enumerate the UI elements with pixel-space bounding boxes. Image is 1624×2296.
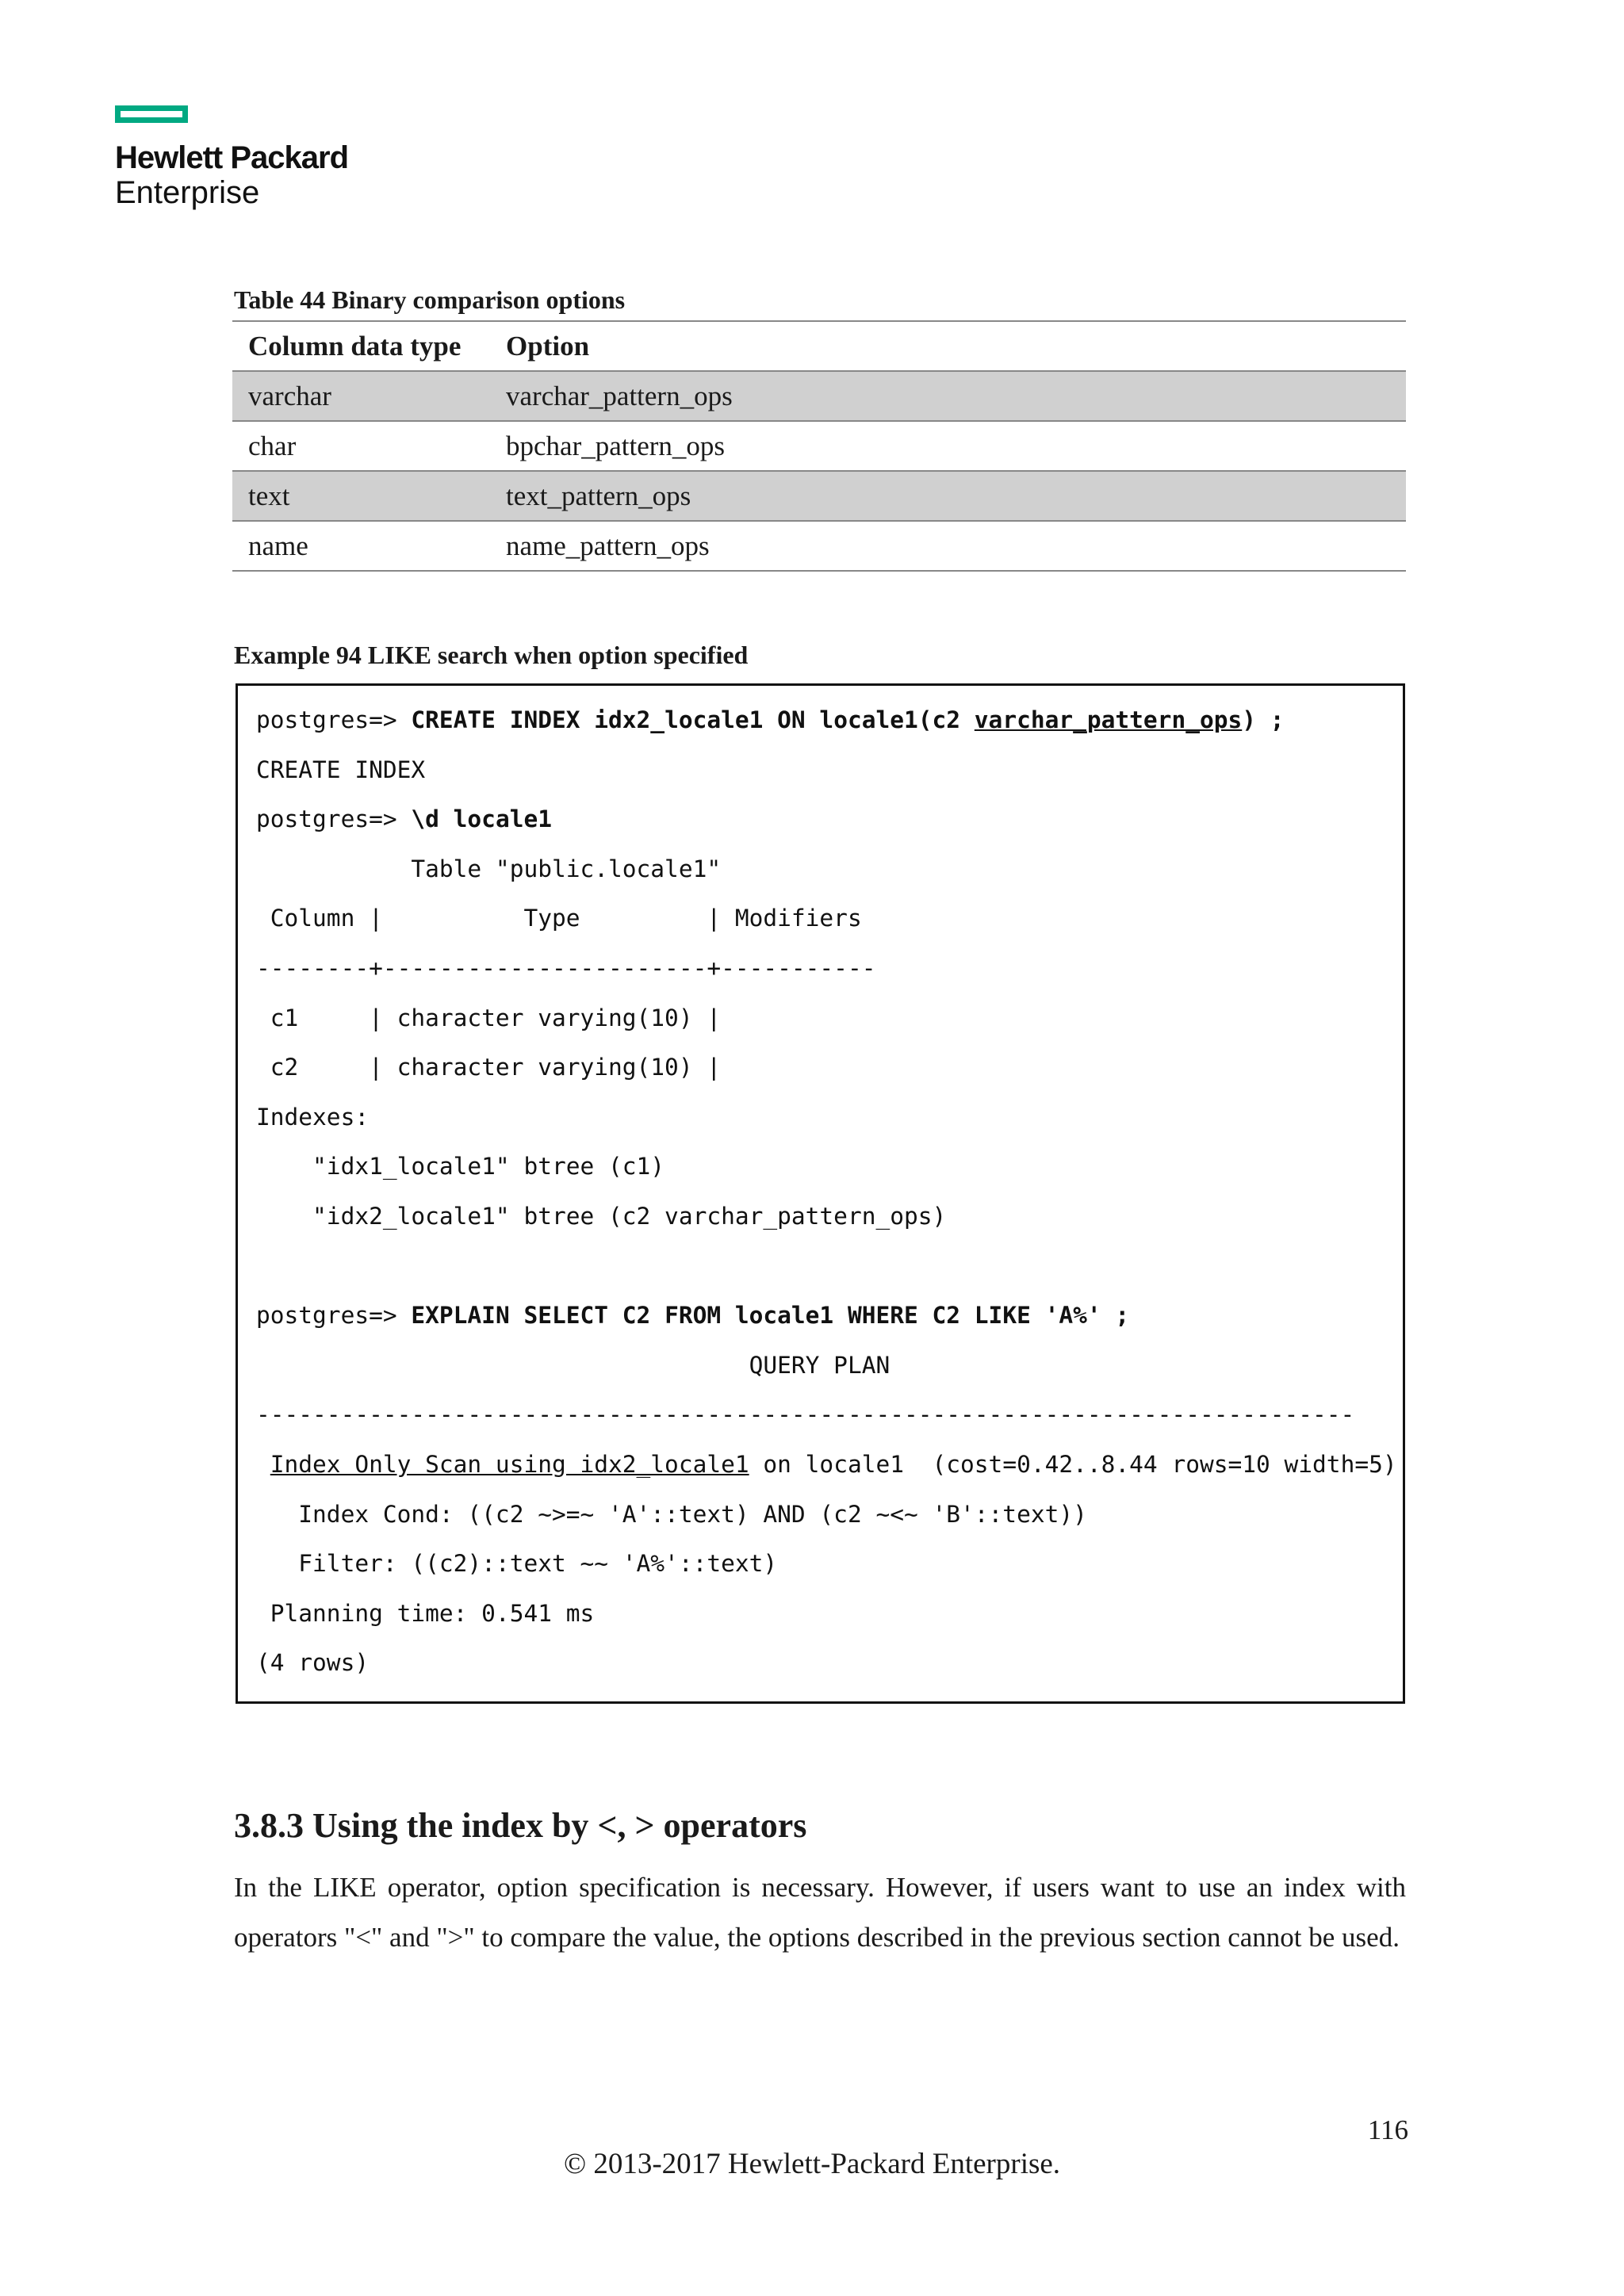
table-cell: bpchar_pattern_ops [506,430,726,461]
hpe-logo [115,105,348,210]
copyright-footer: © 2013-2017 Hewlett-Packard Enterprise. [563,2148,1061,2180]
code-line [256,943,1397,993]
code-segment: (4 rows) [256,1649,370,1677]
code-segment: \d locale1 [411,806,552,833]
code-line [256,1490,1397,1540]
table-cell: char [248,430,297,461]
code-line [256,1638,1397,1688]
code-segment: QUERY PLAN [256,1351,891,1379]
code-line [256,1440,1397,1490]
code-line [256,745,1397,795]
table-cell: text [248,480,290,511]
table-cell: name_pattern_ops [506,530,710,561]
page-number: 116 [1367,2114,1408,2145]
code-segment: postgres=> [256,706,412,733]
code-segment: Index Cond: ((c2 ~>=~ 'A'::text) AND (c2 ~<~ 'B'::text)) [256,1500,1087,1528]
code-segment: postgres=> [256,806,412,833]
code-segment: c2 | character varying(10) | [256,1054,722,1081]
code-example-box [236,683,1405,1704]
code-segment: Filter: ((c2)::text ~~ 'A%'::text) [256,1550,778,1578]
code-line [256,1589,1397,1639]
table-header-cell: Option [506,330,590,362]
code-segment: ------------------------------------------------------------------------------ [256,1401,1355,1429]
code-segment: c1 | character varying(10) | [256,1004,722,1031]
binary-comparison-table [232,320,1406,572]
table-row [232,472,1406,522]
table-header-cell: Column data type [248,330,462,362]
code-segment: EXPLAIN SELECT C2 FROM locale1 WHERE C2 LIKE 'A%' ; [411,1302,1130,1330]
code-line [256,1390,1397,1440]
code-line [256,844,1397,894]
code-segment [256,1451,270,1478]
code-segment: Column | Type | Modifiers [256,905,862,932]
code-line [256,1242,1397,1292]
table-row [232,422,1406,472]
table-caption: Table 44 Binary comparison options [234,285,626,314]
code-line [256,1539,1397,1589]
example-caption: Example 94 LIKE search when option specified [234,641,749,669]
hpe-logo-bar [115,105,188,123]
code-segment: Indexes: [256,1103,370,1131]
table-cell: text_pattern_ops [506,480,691,511]
code-line [256,794,1397,844]
code-line [256,1192,1397,1242]
code-segment: --------+-----------------------+----------- [256,954,876,982]
code-segment: varchar_pattern_ops [974,706,1243,733]
code-line [256,695,1397,745]
code-segment: postgres=> [256,1302,412,1330]
code-line [256,1142,1397,1192]
code-line [256,1341,1397,1391]
table-cell: varchar_pattern_ops [506,380,733,411]
logo-text-line2: Enterprise [115,175,260,210]
code-segment: "idx1_locale1" btree (c1) [256,1153,665,1181]
table-header-row [232,322,1406,372]
code-line [256,894,1397,943]
section-heading: 3.8.3 Using the index by <, > operators [234,1806,807,1845]
section-paragraph: In the LIKE operator, option specification is necessary. However, if users want to use an index with operators "<" and ">" to compare the value, the options described in the previous section cannot be used. [234,1872,1406,1953]
table-cell: varchar [248,380,331,411]
table-cell: name [248,530,308,561]
code-line [256,1093,1397,1142]
table-row [232,522,1406,572]
code-line [256,993,1397,1043]
code-line [256,1043,1397,1093]
code-segment: Planning time: 0.541 ms [256,1599,595,1627]
code-segment: ) ; [1242,706,1285,733]
table-row [232,372,1406,422]
code-segment: CREATE INDEX idx2_locale1 ON locale1(c2 [411,706,975,733]
code-segment: Index Only Scan using idx2_locale1 [270,1450,749,1478]
code-line [256,1291,1397,1341]
code-segment: "idx2_locale1" btree (c2 varchar_pattern_ops) [256,1202,947,1230]
code-block [256,695,1397,1688]
code-segment: Table "public.locale1" [256,855,722,882]
logo-text-line1: Hewlett Packard [115,140,349,175]
code-segment: CREATE INDEX [256,756,426,783]
code-segment: on locale1 (cost=0.42..8.44 rows=10 width=5) [749,1450,1397,1478]
